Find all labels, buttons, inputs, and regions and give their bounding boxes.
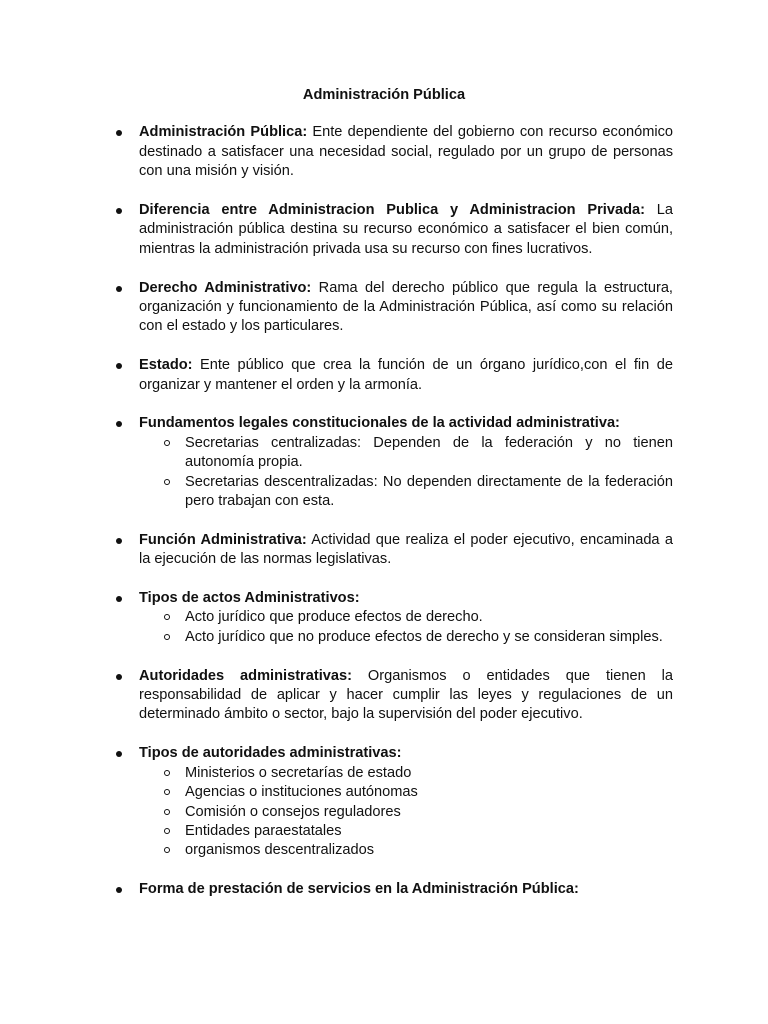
bullet-icon <box>116 421 122 427</box>
item-term: Tipos de actos Administrativos: <box>139 590 360 607</box>
document-title: Administración Pública <box>302 87 466 103</box>
item-description: Ente dependiente del gobierno con recurso económico destinado a satisfacer una necesidad social, regulado por un grupo de personas con una misión y visión. <box>139 124 674 180</box>
item-description: Organismos o entidades que tienen la responsabilidad de aplicar y hacer cumplir las leyes y regulaciones de un determinado ámbito o sector, bajo la supervisión del poder ejecutivo. <box>139 667 673 723</box>
bullet-icon <box>116 751 122 757</box>
bullet-icon <box>116 363 122 369</box>
sub-list-item <box>139 608 673 627</box>
item-description: Actividad que realiza el poder ejecutivo, encaminada a la ejecución de las normas legislativas. <box>139 531 673 568</box>
list-item <box>95 531 673 570</box>
list-item <box>95 414 673 511</box>
sub-item-text: Entidades paraestatales <box>185 822 342 839</box>
sub-list-item <box>139 764 673 783</box>
list-item <box>95 880 673 899</box>
sub-list-item <box>139 628 673 647</box>
sub-list-item <box>139 434 673 473</box>
list-item <box>95 589 673 647</box>
sub-list <box>139 434 673 512</box>
sub-list-item <box>139 841 673 860</box>
item-term: Derecho Administrativo: <box>139 279 312 296</box>
bullet-icon <box>116 674 122 680</box>
bullet-icon <box>116 130 122 136</box>
hollow-bullet-icon <box>164 847 170 853</box>
sub-list-item <box>139 783 673 802</box>
sub-list-item <box>139 822 673 841</box>
hollow-bullet-icon <box>164 828 170 834</box>
sub-item-text: Acto jurídico que no produce efectos de derecho y se consideran simples. <box>185 628 663 645</box>
sub-item-text: Agencias o instituciones autónomas <box>185 784 418 801</box>
sub-list-item <box>139 473 673 512</box>
hollow-bullet-icon <box>164 809 170 815</box>
bullet-icon <box>116 887 122 893</box>
item-description: La administración pública destina su recurso económico a satisfacer el bien común, mientras la administración privada usa su recurso con fines lucrativos. <box>139 202 673 257</box>
item-description: Rama del derecho público que regula la estructura, organización y funcionamiento de la Administración Pública, así como su relación con el estado y los particulares. <box>139 279 673 335</box>
sub-item-text: Ministerios o secretarías de estado <box>185 764 412 781</box>
bullet-list <box>95 123 673 899</box>
bullet-icon <box>116 208 122 214</box>
list-item <box>95 279 673 337</box>
list-item <box>95 744 673 860</box>
item-term: Diferencia entre Administracion Publica y Administracion Privada: <box>139 202 645 219</box>
hollow-bullet-icon <box>164 440 170 446</box>
item-term: Estado: <box>139 357 193 374</box>
list-item <box>95 356 673 395</box>
sub-item-text: Acto jurídico que produce efectos de derecho. <box>185 609 483 626</box>
item-term: Administración Pública: <box>139 124 308 141</box>
list-item <box>95 667 673 725</box>
hollow-bullet-icon <box>164 614 170 620</box>
list-item <box>95 123 673 181</box>
bullet-icon <box>116 538 122 544</box>
bullet-icon <box>116 596 122 602</box>
sub-item-text: Comisión o consejos reguladores <box>185 803 401 820</box>
item-term: Autoridades administrativas: <box>139 667 352 684</box>
item-description: Ente público que crea la función de un órgano jurídico,con el fin de organizar y mantener el orden y la armonía. <box>139 357 673 393</box>
item-term: Función Administrativa: <box>139 531 307 548</box>
item-term: Tipos de autoridades administrativas: <box>139 745 402 762</box>
item-term: Forma de prestación de servicios en la Administración Pública: <box>139 881 579 898</box>
list-item <box>95 201 673 259</box>
hollow-bullet-icon <box>164 770 170 776</box>
sub-list <box>139 764 673 861</box>
sub-list <box>139 608 673 647</box>
sub-item-text: Secretarias descentralizadas: No dependen directamente de la federación pero trabajan con esta. <box>185 473 673 510</box>
item-term: Fundamentos legales constitucionales de la actividad administrativa: <box>139 415 620 432</box>
hollow-bullet-icon <box>164 634 170 640</box>
sub-item-text: organismos descentralizados <box>185 842 375 859</box>
hollow-bullet-icon <box>164 789 170 795</box>
hollow-bullet-icon <box>164 479 170 485</box>
bullet-icon <box>116 286 122 292</box>
sub-item-text: Secretarias centralizadas: Dependen de la federación y no tienen autonomía propia. <box>185 434 673 471</box>
sub-list-item <box>139 803 673 822</box>
